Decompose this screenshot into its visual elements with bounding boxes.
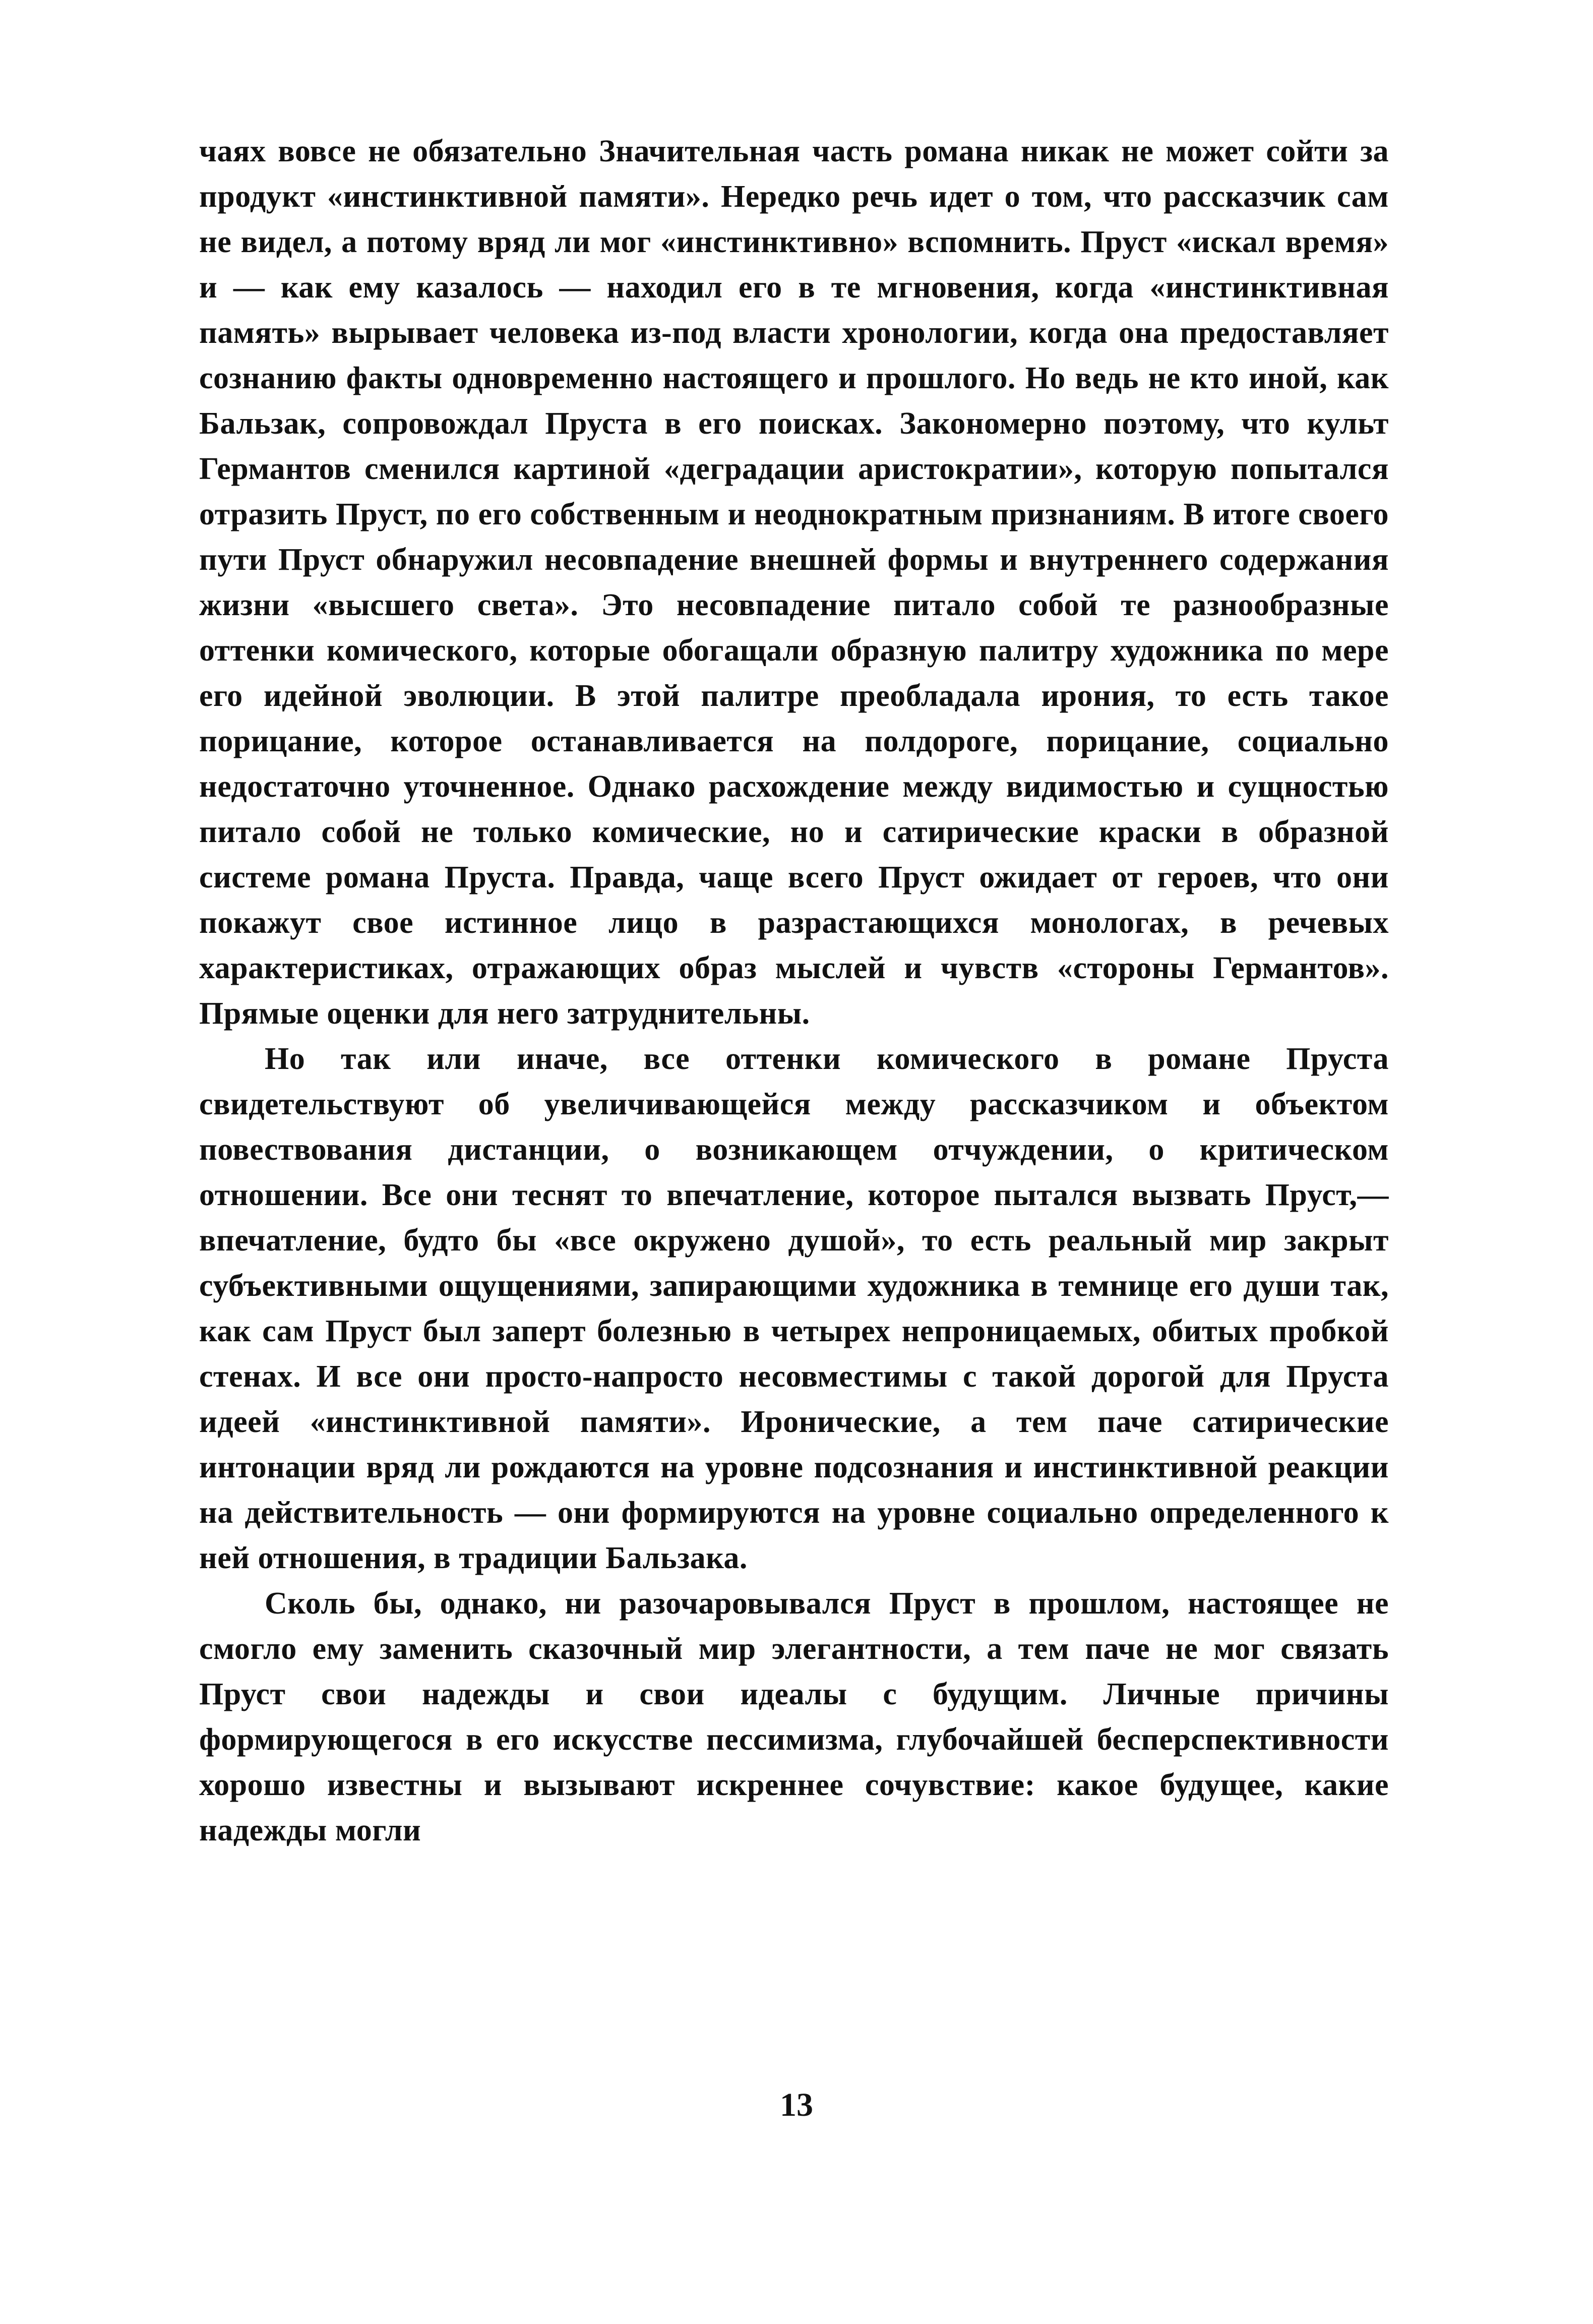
paragraph-2: Но так или иначе, все оттенки комического в романе Пруста свидетельствуют об увеличивающейся между рассказчиком и объектом повествования дистанции, о возникающем отчуждении, о критическом отношении. Все они теснят то впечатление, которое пытался вызвать Пруст,— впечатление, будто бы «все окружено душой», то есть реальный мир закрыт субъективными ощущениями, запирающими художника в темнице его души так, как сам Пруст был заперт болезнью в четырех непроницаемых, обитых пробкой стенах. И все они просто-напросто несовместимы с такой дорогой для Пруста идеей «инстинктивной памяти». Иронические, а тем паче сатирические интонации вряд ли рождаются на уровне подсознания и инстинктивной реакции на действительность — они формируются на уровне социально определенного к ней отношения, в традиции Бальзака. xyxy=(199,1042,1389,1575)
paragraph-3: Сколь бы, однако, ни разочаровывался Пруст в прошлом, настоящее не смогло ему заменить сказочный мир элегантности, а тем паче не мог связать Пруст свои надежды и свои идеалы с будущим. Личные причины формирующегося в его искусстве пессимизма, глубочайшей бесперспективности хорошо известны и вызывают искреннее сочувствие: какое будущее, какие надежды могли xyxy=(199,1586,1389,1848)
body-text xyxy=(199,129,1389,1853)
page-number: 13 xyxy=(780,2087,813,2123)
paragraph-1: чаях вовсе не обязательно Значительная часть романа никак не может сойти за продукт «инстинктивной памяти». Нередко речь идет о том, что рассказчик сам не видел, а потому вряд ли мог «инстинктивно» вспомнить. Пруст «искал время» и — как ему казалось — находил его в те мгновения, когда «инстинктивная память» вырывает человека из-под власти хронологии, когда она предоставляет сознанию факты одновременно настоящего и прошлого. Но ведь не кто иной, как Бальзак, сопровождал Пруста в его поисках. Закономерно поэтому, что культ Германтов сменился картиной «деградации аристократии», которую попытался отразить Пруст, по его собственным и неоднократным признаниям. В итоге своего пути Пруст обнаружил несовпадение внешней формы и внутреннего содержания жизни «высшего света». Это несовпадение питало собой те разнообразные оттенки комического, которые обогащали образную палитру художника по мере его идейной эволюции. В этой палитре преобладала ирония, то есть такое порицание, которое останавливается на полдороге, порицание, социально недостаточно уточненное. Однако расхождение между видимостью и сущностью питало собой не только комические, но и сатирические краски в образной системе романа Пруста. Правда, чаще всего Пруст ожидает от героев, что они покажут свое истинное лицо в разрастающихся монологах, в речевых характеристиках, отражающих образ мыслей и чувств «стороны Германтов». Прямые оценки для него затруднительны. xyxy=(199,134,1389,1031)
